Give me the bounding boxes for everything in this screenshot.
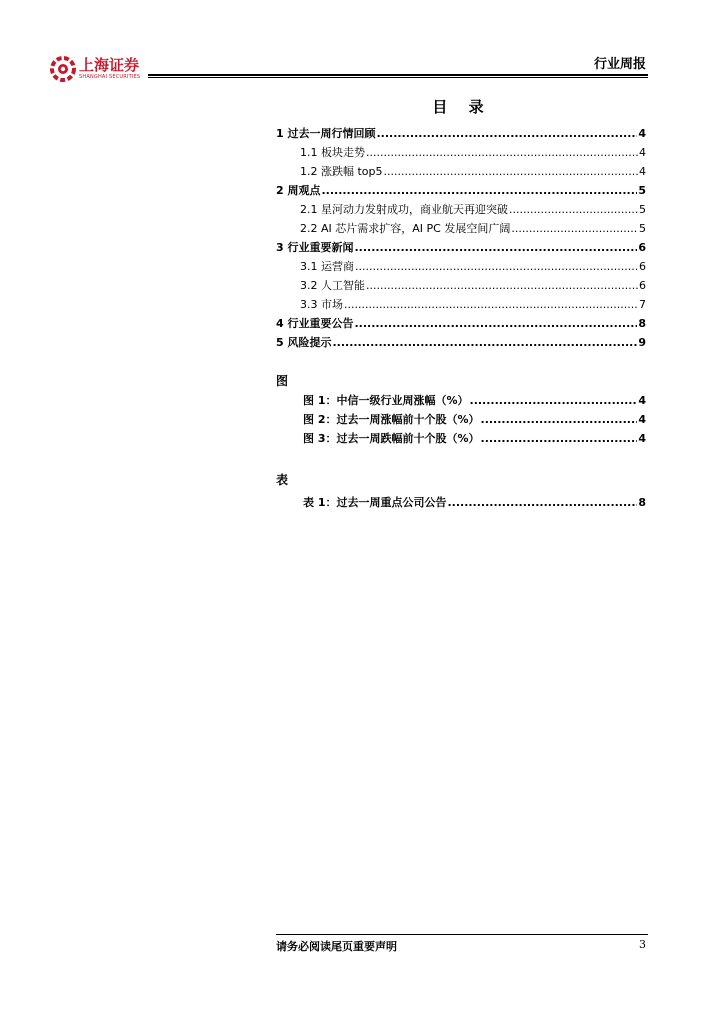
toc-entry-label: 3.1 运营商 [300,260,354,273]
toc-entry[interactable] [276,296,646,315]
leader-dots [344,298,638,311]
toc-entry[interactable] [276,258,646,277]
toc-entry[interactable] [276,125,646,144]
leader-dots [354,241,637,254]
toc-entry-page: 4 [638,127,646,140]
toc-entry-page: 7 [639,298,646,311]
leader-dots [332,336,637,349]
figure-entry-page: 4 [638,413,646,426]
toc-entry-label: 1 过去一周行情回顾 [276,127,376,140]
toc-entry[interactable] [276,163,646,182]
toc-entry-label: 1.1 板块走势 [300,146,365,159]
toc-entry-label: 2.1 星河动力发射成功，商业航天再迎突破 [300,203,508,216]
toc-entry[interactable] [276,334,646,353]
figures-heading: 图 [276,374,289,388]
table-entry[interactable] [276,494,646,513]
leader-dots [376,127,637,140]
page-number: 3 [639,938,646,951]
table-entry-label: 表 1：过去一周重点公司公告 [303,496,447,509]
logo-english-name: SHANGHAI SECURITIES [79,74,141,80]
figure-entry[interactable] [276,392,646,411]
leader-dots [511,222,638,235]
leader-dots [321,184,637,197]
disclaimer-note: 请务必阅读尾页重要声明 [276,940,397,953]
toc-entry[interactable] [276,315,646,334]
leader-dots [354,317,637,330]
toc-entry-label: 3.2 人工智能 [300,279,365,292]
toc-entry-page: 6 [639,279,646,292]
tables-list [276,494,646,513]
toc-entry-page: 4 [639,146,646,159]
leader-dots [447,496,637,509]
footer-divider [276,934,648,935]
toc-entry-page: 6 [639,260,646,273]
figure-entry[interactable] [276,411,646,430]
toc-entry-page: 5 [638,184,646,197]
toc-entry-label: 2 周观点 [276,184,321,197]
toc-entry[interactable] [276,239,646,258]
logo [50,55,140,83]
toc-entry[interactable] [276,277,646,296]
leader-dots [355,260,638,273]
toc-entry-page: 8 [638,317,646,330]
toc-entry-page: 9 [638,336,646,349]
table-of-contents [276,125,646,353]
leader-dots [509,203,638,216]
toc-entry-page: 4 [639,165,646,178]
report-type-label: 行业周报 [593,57,646,72]
leader-dots [481,432,638,445]
toc-entry-label: 5 风险提示 [276,336,332,349]
toc-entry-page: 6 [638,241,646,254]
header-divider [148,74,648,76]
toc-entry-label: 3.3 市场 [300,298,343,311]
toc-entry-page: 5 [639,203,646,216]
toc-title: 目 录 [432,98,492,116]
leader-dots [366,279,638,292]
toc-entry-label: 1.2 涨跌幅 top5 [300,165,383,178]
toc-entry[interactable] [276,220,646,239]
figure-entry-page: 4 [638,432,646,445]
toc-entry-label: 4 行业重要公告 [276,317,354,330]
toc-entry-page: 5 [639,222,646,235]
figure-entry-label: 图 1：中信一级行业周涨幅（%） [303,394,469,407]
leader-dots [366,146,638,159]
leader-dots [470,394,638,407]
leader-dots [384,165,638,178]
figure-entry-label: 图 3：过去一周跌幅前十个股（%） [303,432,480,445]
figure-entry[interactable] [276,430,646,449]
logo-chinese-name: 上海证券 [79,56,140,74]
toc-entry-label: 2.2 AI 芯片需求扩容，AI PC 发展空间广阔 [300,222,511,235]
tables-heading: 表 [276,473,289,487]
figure-entry-label: 图 2：过去一周涨幅前十个股（%） [303,413,480,426]
toc-entry-label: 3 行业重要新闻 [276,241,354,254]
figure-entry-page: 4 [638,394,646,407]
header-divider-thin [148,77,648,78]
leader-dots [481,413,638,426]
toc-entry[interactable] [276,182,646,201]
table-entry-page: 8 [638,496,646,509]
toc-entry[interactable] [276,201,646,220]
figures-list [276,392,646,449]
shanghai-securities-logo-icon [50,56,76,82]
toc-entry[interactable] [276,144,646,163]
